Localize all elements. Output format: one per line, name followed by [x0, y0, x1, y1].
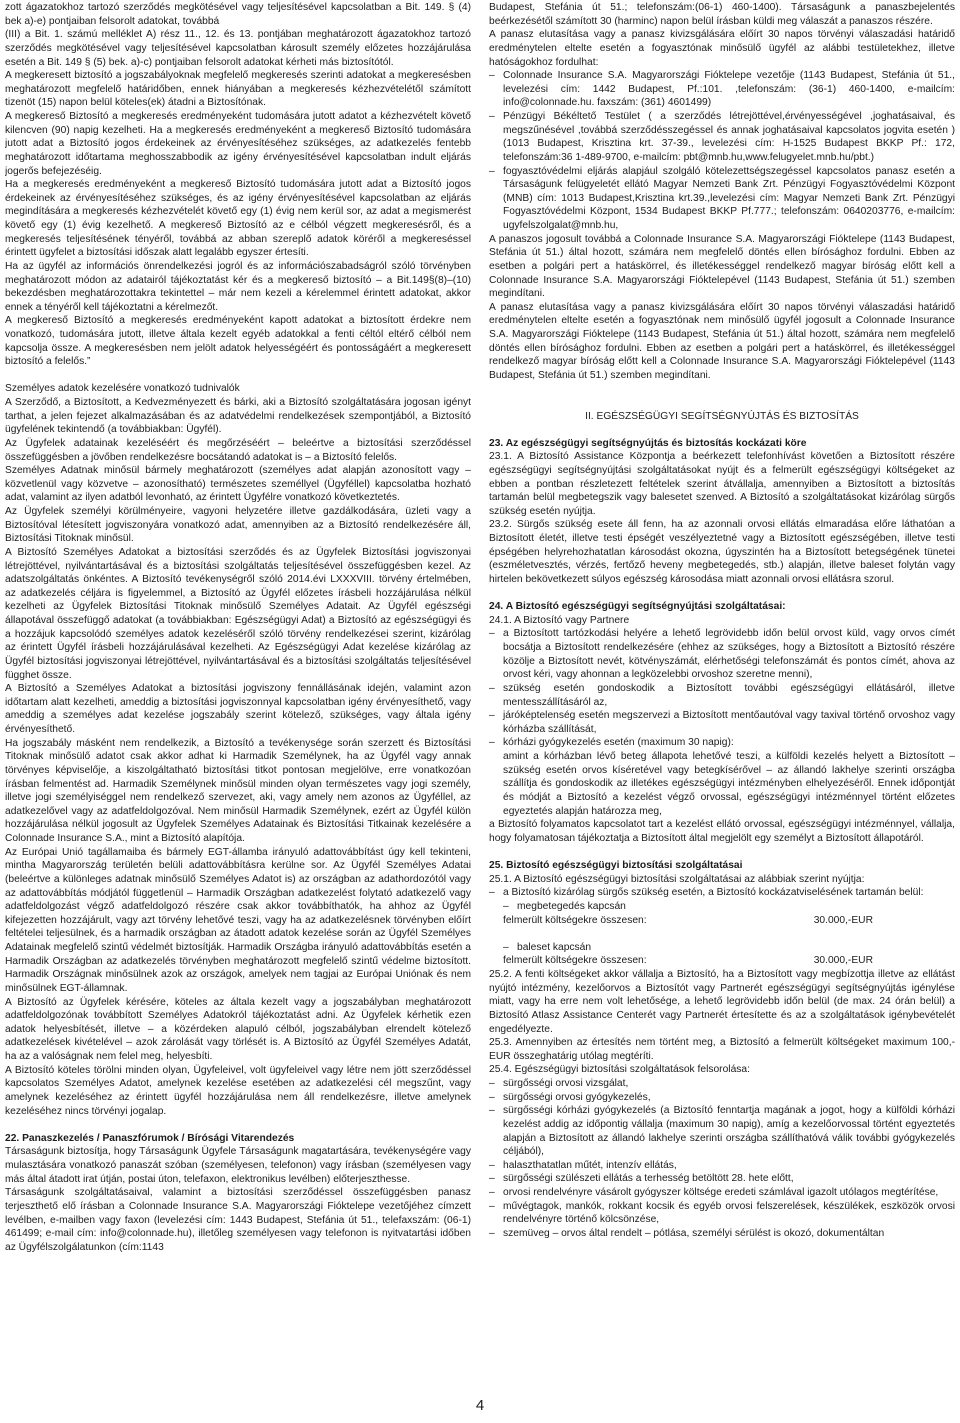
heading-section-23: 23. Az egészségügyi segítségnyújtás és biztosítás kockázati köre — [489, 437, 807, 449]
list-item-scope: – a Biztosító kizárólag sürgős szükség esetén, a Biztosító kockázatviselésének tartamán belül: — [489, 886, 955, 900]
paragraph-personal-data-definition: Személyes Adatnak minősül bármely meghatározott (személyes adat alapján azonosított vagy – közvetlenül vagy közvetve – azonosítható) természetes személlyel (Ügyféllel) kapcsolatba hozható adat, valamint az ilyen adatból levonható, az érintett Ügyfélre vonatkozó következtetés. — [5, 465, 471, 504]
list-item-accident: – baleset kapcsán — [503, 941, 955, 955]
paragraph-complaint-response: Budapest, Stefánia út 51.; telefonszám:(06-1) 460-1400). Társaságunk a panaszbejelentés beérkezésétől számított 30 (harminc) napon belül írásban küldi meg válaszát a panaszos részére. — [489, 2, 955, 27]
list-item: – sürgősségi orvosi gyógykezelés, — [489, 1091, 955, 1105]
spacer — [5, 369, 471, 383]
list-item: – a Biztosított tartózkodási helyére a lehető legrövidebb időn belül orvost küld, vagy orvos címét bocsátja a Biztosított rendelkezésére (ehhez az szükséges, hogy a Biztosított a Biztosító részére közölje a Biztosított nevét, kötvényszámát, elérhetőségi telefonszámát és pontos címét, ahova az orvost kéri, vagy ahonnan a legközelebbi orvoshoz szeretne menni), — [489, 627, 955, 682]
paragraph-25-2: 25.2. A fenti költségeket akkor vállalja a Biztosító, ha a Biztosított vagy megbízottja illetve az ellátást nyújtó intézmény, kezelőorvos a Biztosítót vagy Partnerét egészségügyi segítségnyújtás igénylése miatt, vagy ha erre nem volt lehetősége, a lehető legrövidebb időn belül (de max. 24 órán belül) a Biztosító Atlasz Assistance Centerét vagy Partnerét értesítette és az a szolgáltatások igénybevételét engedélyezte. — [489, 969, 955, 1035]
paragraph-continuous-contact: a Biztosító folyamatos kapcsolatot tart a kezelést ellátó orvossal, egészségügyi intézménnyel, vállalja, hogy folyamatosan tájékoztatja a Biztosított által megjelölt egy személyt a Biztosított állapotáról. — [489, 819, 955, 844]
paragraph-insurance-secret: Az Ügyfelek személyi körülményeire, vagyoni helyzetére illetve gazdálkodására, üzleti vagy a Biztosítóval létesített jogviszonyára vonatkozó adat, amennyiben az a Biztosító rendelkezésére áll, Biztosítási Titoknak minősül. — [5, 506, 471, 545]
paragraph-intro-a: zott ágazatokhoz tartozó szerződés megkötésével vagy teljesítésével kapcsolatban a Bit. 149. § (4) bek a)-e) pontjaiban felsorolt adatokat, továbbá — [5, 2, 471, 27]
list-item-consumer-protection: – fogyasztóvédelmi eljárás alapjául szolgáló kötelezettségszegéssel kapcsolatos panasz esetén a Társaságunk felügyeletét ellátó Magyar Nemzeti Bank Zrt. Pénzügyi Fogyasztóvédelmi Központ (MNB) cím: 1013 Budapest,Krisztina krt.39.,levelezési cím: Magyar Nemzeti Bank Zrt. Pénzügyi Fogyasztóvédelmi Központ, 1534 Budapest BKKP Pf.777.; telefonszám: 0640203776, e-mailcím: ugyfelszolgalat@mnb.hu, — [489, 165, 955, 233]
list-item: – sürgősségi orvosi vizsgálat, — [489, 1077, 955, 1091]
cost-label: felmerült költségekre összesen: — [503, 914, 647, 926]
spacer — [489, 587, 955, 601]
paragraph-complaint-address: Társaságunk szolgáltatásaival, valamint a biztosítási szerződéssel összefüggésben panasz terjeszthető elő írásban a Colonnade Insurance S.A. Magyarországi Fióktelepe vezetőjéhez címzett levélben, e-mailben vagy faxon (levelezési cím: 1443 Budapest, Stefánia út 51., telefaxszám: (06-1) 461499; e-mail cím: info@colonnade.hu), illetőleg személyesen vagy telefonon is nyitvatartási időben az Ügyfélszolgálatunkon (cím:1143 — [5, 1187, 471, 1253]
heading-section-25: 25. Biztosító egészségügyi biztosítási szolgáltatásai — [489, 860, 743, 872]
list-item: – művégtagok, mankók, rokkant kocsik és egyéb orvosi felszerelések, készülékek, eszközök orvosi rendelvényre történő kölcsönzése, — [489, 1200, 955, 1227]
cost-label: felmerült költségekre összesen: — [503, 955, 647, 967]
paragraph-intro-b: (III) a Bit. 1. számú melléklet A) rész 11., 12. és 13. pontjában meghatározott ágazatokhoz tartozó szerződés megkötésével vagy teljesítésével kapcsolatban károsult személy előzetes hozzájárulása esetén a Bit. 149 § (5) bek. a)-c) pontjaiban felsorolt adatokat kérheti más biztosítótól. — [5, 29, 471, 68]
list-item-illness: – megbetegedés kapcsán — [503, 900, 955, 914]
paragraph-data-processing: A Biztosító Személyes Adatokat a biztosítási szerződés és az Ügyfelek Biztosítási jogviszonyai létrejöttével, nyilvántartásával és a biztosítási szolgáltatás teljesítésével összefüggésben kezel. Az adatszolgáltatás önkéntes. A Biztosító tevékenységről szóló 2014.évi LXXXVIII. törvény értelmében, az adatkezelés céljára is figyelemmel, a Biztosító az Ügyfél előzetes írásbeli hozzájárulása nélkül kezelheti az Ügyfelek Biztosítási Titoknak minősülő Személyes Adatait. Az Ügyfél egészségi állapotával összefüggő adatokat (a továbbiakban: Egészségügyi Adat) a Biztosító az egészségügyi és a hozzájuk kapcsolódó személyes adatok kezeléséről szóló törvény rendelkezései szerint, kizárólag az érintett Ügyfél írásbeli hozzájárulásával kezelheti. Az Egészségügyi Adat kezelése kizárólag az Ügyfél biztosítási jogviszonyai létrejöttével, nyilvántartásával és a biztosítási szolgáltatás teljesítésével függhet össze. — [5, 546, 471, 681]
list-item: – sürgősségi szülészeti ellátás a terhesség betöltött 28. hete előtt, — [489, 1172, 955, 1186]
cost-amount: 30.000,-EUR — [813, 914, 873, 926]
paragraph-requested-insurer: A megkeresett biztosító a jogszabályoknak megfelelő megkeresés szerinti adatokat a megkeresésben meghatározott megfelelő határidőben, ennek hiányában a megkeresés kézhezvételétől számított tizenöt (15) napon belül köteles(ek) átadni a Biztosítónak. — [5, 70, 471, 109]
list-item-branch-manager: – Colonnade Insurance S.A. Magyarországi Fióktelepe vezetője (1143 Budapest, Stefánia út 51., levelezési cím: 1442 Budapest, Pf.:101. ,telefonszám: (36-1) 460-1400, e-mailcím: info@colonnade.hu. faxszám: (361) 4601499) — [489, 69, 955, 110]
list-item-arbitration-board: – Pénzügyi Békéltető Testület ( a szerződés létrejöttével,érvényességével ,joghatásaival, és megszűnésével ,továbbá szerződésszegéssel és annak joghatásaival kapcsolatos jogvita esetén ) (1013 Budapest, Krisztina krt. 37-39., levelezési cím: H-1525 Budapest BKKP Pf.: 172, telefonszám:36 1-489-9700, e-mailcím: pbt@mnb.hu,www.felugyelet.mnb.hu/pbt.) — [489, 110, 955, 165]
paragraph-court-consumer: A panaszos jogosult továbbá a Colonnade Insurance S.A. Magyarországi Fióktelepe (1143 Budapest, Stefánia út 51.) által hozott, számára nem megfelelő döntés ellen bírósághoz fordulni. Ebben az esetben a polgári pert a hatáskörrel, és illetékességgel rendelkező magyar bíróság előtt kell a Colonnade Insurance S.A. Magyarországi Fióktelepével (1143 Budapest, Stefánia út 51.) szemben megindítani. — [489, 233, 955, 300]
paragraph-23-1: 23.1. A Biztosító Assistance Központja a beérkezett telefonhívást követően a Biztosított részére egészségügyi segítségnyújtási szolgáltatásokat nyújt és a felmerült egészségügyi költségeket az ebben a pontban részletezett feltételek szerint átvállalja, amennyiben a Biztosított a biztosítás tartamán belül megbetegszik vagy balesetet szenved. A Biztosító a szolgáltatásokat kizárólag sürgős szükség esetén nyújtja. — [489, 451, 955, 517]
section-title: II. EGÉSZSÉGÜGYI SEGÍTSÉGNYÚJTÁS ÉS BIZTOSÍTÁS — [585, 410, 859, 422]
heading-section-24: 24. A Biztosító egészségügyi segítségnyújtási szolgáltatásai: — [489, 601, 786, 613]
list-item: – sürgősségi kórházi gyógykezelés (a Biztosító fenntartja magának a jogot, hogy a külföldi kórházi kezelést addig az időpontig vállalja (maximum 30 napig), amíg a kezelőorvossal történt egyeztetés alapján a Biztosított az állandó lakhelye szerinti országba szállíthatóvá válik további gyógykezelés céljából), — [489, 1104, 955, 1159]
right-column — [489, 1, 955, 1241]
paragraph-requesting-insurer: A megkereső Biztosító a megkeresés eredményeként tudomására jutott adatot a kézhezvételt követő kilencven (90) napig kezelheti. Ha a megkeresés eredményeként a megkereső Biztosító tudomására jutott adat a Biztosító jogos érdekeinek az érvényesítéséhez szükséges, az adatkezelés fentebb meghatározott időtartama meghosszabbodik az igény érvényesítésével kapcsolatban indult eljárás jogerős befejezéséig. — [5, 111, 471, 177]
paragraph-complaint-channels: Társaságunk biztosítja, hogy Társaságunk Ügyfele Társaságunk magatartására, tevékenységére vagy mulasztására vonatkozó panaszát szóban (személyesen, telefonon) vagy írásban (személyesen vagy más által átadott irat útján, postai úton, telefaxon, elektronikus levélben) előterjeszthesse. — [5, 1146, 471, 1185]
list-item: – szemüveg – orvos által rendelt – pótlása, személyi sérülést is okozó, dokumentáltan — [489, 1227, 955, 1241]
paragraph-data-responsibility: Az Ügyfelek adatainak kezeléséért és megőrzéséért – beleértve a biztosítási szerződéssel összefüggésben a jövőben rendelkezésre bocsátandó adatokat is – a Biztosító felelős. — [5, 437, 471, 463]
paragraph-25-4: 25.4. Egészségügyi biztosítási szolgáltatások felsorolása: — [489, 1064, 750, 1076]
list-item: – halaszthatatlan műtét, intenzív ellátás, — [489, 1159, 955, 1173]
heading-complaints: 22. Panaszkezelés / Panaszfórumok / Bírósági Vitarendezés — [5, 1132, 295, 1144]
paragraph-retention: A Biztosító a Személyes Adatokat a biztosítási jogviszony fennállásának idején, valamint azon időtartam alatt kezelheti, ameddig a biztosítási jogviszonnyal kapcsolatban igény érvényesíthető, vagy ameddig a személyes adat kezelése jogszabály szerint kötelező, szükséges, vagy általa igény érvényesíthető. — [5, 683, 471, 736]
paragraph-claim-enforcement: Ha a megkeresés eredményeként a megkereső Biztosító tudomására jutott adat a Biztosító jogos érdekeinek az érvényesítéséhez szükséges, és az igény érvényesítésével kapcsolatban az eljárás megindítására a megkeresés kézhezvételét követő egy (1) évig nem kerül sor, az adat a megismerést követő egy (1) évig kezelhető. A megkereső Biztosító az e célból végzett megkeresésről, és a megkeresés teljesítésének tényéről, továbbá az abban szereplő adatok köréről a megkereséssel érintett ügyfelet a biztosítási időszak alatt legalább egyszer értesíti. — [5, 179, 471, 259]
list-item: – szükség esetén gondoskodik a Biztosított további egészségügyi ellátásáról, illetve mentesszállításáról az, — [489, 682, 955, 709]
paragraph-third-party: Ha jogszabály másként nem rendelkezik, a Biztosító a tevékenysége során szerzett és Biztosítási Titoknak minősülő adatot csak akkor adhat ki Harmadik Személynek, ha az Ügyfél vagy annak törvényes képviselője, a kiszolgáltatható biztosítási titkot pontosan megjelölve, erre vonatkozóan írásban felmentést ad. Harmadik Személynek minősül minden olyan természetes vagy jogi személy, illetve jogi személyiséggel nem rendelkező szervezet, aki, vagy amely nem azonos az Ügyféllel, az adatkezelővel vagy az adatfeldolgozóval. Nem minősül Harmadik Személynek, ezért az Ügyfél külön hozzájárulása nélkül jogosult az Ügyfelek Személyes Adatainak és Biztosítási Titkainak kezelésére a Colonnade Insurance S.A., mint a Biztosító alapítója. — [5, 737, 471, 845]
paragraph-data-linking: A megkereső Biztosító a megkeresés eredményeként kapott adatokat a biztosított érdekre nem vonatkozó, tudomására jutott, illetve általa kezelt egyéb adatokkal a fenti céltól eltérő célból nem kapcsolja össze. A megkeresésben nem jelölt adatok helyességéért és pontosságáért a megkeresett biztosító a felelős.” — [5, 315, 471, 368]
page-number: 4 — [475, 1397, 485, 1414]
spacer — [489, 423, 955, 437]
spacer — [489, 927, 955, 941]
paragraph-hospital-transfer: amint a kórházban lévő beteg állapota lehetővé teszi, a külföldi kezelés helyett a Biztosított – szükség esetén orvos kíséretével vagy betegkísérővel – az állandó lakhelye szerinti országba szállítja és gondoskodik az illetékes egészségügyi intézményben elhelyezéséről. Ennek időpontját és módját a Biztosító a kezelést végző orvossal, egészségügyi intézménnyel történt előzetes egyeztetés alapján határozza meg, — [503, 751, 955, 817]
paragraph-client-rights: A Biztosító az Ügyfelek kérésére, köteles az általa kezelt vagy a jogszabályban meghatározott adatfeldolgozónak továbbított Személyes Adatokról tájékoztatást adni. Az Ügyfelek kérhetik ezen adatok helyesbítését, illetve – a közérdeken alapuló célból, jogszabályban elrendelt kötelező adatkezelések kivételével – azok zárolását vagy törlését is. A Biztosító az Ügyfél Személyes Adatát, ha az a valóságnak nem felel meg, helyesbíti. — [5, 996, 471, 1063]
paragraph-24-1: 24.1. A Biztosító vagy Partnere — [489, 614, 630, 626]
spacer — [489, 383, 955, 410]
cost-amount: 30.000,-EUR — [813, 955, 873, 967]
paragraph-23-2: 23.2. Sürgős szükség esete áll fenn, ha az azonnali orvosi ellátás elmaradása előre láthatóan a Biztosított életét, illetve testi épségét veszélyeztetné vagy a Biztosított egészségében, illetve testi épségében helyrehozhatatlan károsodást okozna, úgyszintén ha a Biztosított betegségének tünetei (eszméletvesztés, vérzés, fertőző heveny megbetegedés, stb.) alapján, illetve baleset folytán vagy hirtelen bekövetkezett súlyos egészség károsodása miatt azonnali orvosi ellátásra szorul. — [489, 519, 955, 585]
list-item: – orvosi rendelvényre vásárolt gyógyszer költsége eredeti számlával igazolt utólagos megtérítése, — [489, 1186, 955, 1200]
paragraph-court-non-consumer: A panasz elutasítása vagy a panasz kivizsgálására előírt 30 napos törvényi válaszadási határidő eredménytelen eltelte esetén a fogyasztónak nem minősülő ügyfél jogosult a Colonnade Insurance S.A. Magyarországi Fióktelepe (1143 Budapest, Stefánia út 51.) által hozott, számára nem megfelelő döntés ellen bírósághoz fordulni. Ebben az esetben a polgári pert a hatáskörrel, és illetékességgel rendelkező magyar bíróság előtt kell a Colonnade Insurance S.A. Magyarországi Fióktelepével (1143 Budapest, Stefánia út 51.) szemben megindítani. — [489, 301, 955, 381]
spacer — [5, 1118, 471, 1132]
paragraph-25-3: 25.3. Amennyiben az értesítés nem történt meg, a Biztosító a felmerült költségeket maximum 100,-EUR összeghatárig utólag megtéríti. — [489, 1037, 955, 1062]
heading-personal-data: Személyes adatok kezelésére vonatkozó tudnivalók — [5, 383, 240, 395]
paragraph-deletion: A Biztosító köteles törölni minden olyan, Ügyfeleivel, volt ügyfeleivel vagy létre nem jött szerződéssel kapcsolatos Személyes Adatot, amelynek kezelése esetében az adatkezelési cél megszűnt, vagy amelynek kezeléséhez az érintett ügyfél hozzájárulása nem áll rendelkezésre, illetve amelynek kezeléséhez nincs törvényi jogalap. — [5, 1064, 471, 1117]
paragraph-25-1: 25.1. A Biztosító egészségügyi biztosítási szolgáltatásai az alábbiak szerint nyújtja: — [489, 873, 865, 885]
left-column — [5, 1, 471, 1254]
paragraph-eu-transfer: Az Európai Unió tagállamaiba és bármely EGT-államba irányuló adattovábbítást úgy kell tekinteni, mintha Magyarország területén belüli adattovábbításra kerülne sor. Az Ügyfél Személyes Adatai (beleértve a különleges adatnak minősülő Személyes Adatot is) az országban az adathordozótól vagy az adattovábbítás módjától függetlenül – Harmadik Országban adatkezelést folytató adatkezelő vagy adatfeldolgozást végző adatfeldolgozó részére csak akkor továbbíthatók, ha ahhoz az Ügyfél kifejezetten hozzájárult, vagy azt törvény lehetővé teszi, vagy ha az adatkezelésnek törvényben előírt feltételei teljesülnek, és a harmadik országban az átadott adatok kezelése során az Ügyfél Személyes Adatainak megfelelő szintű védelmét biztosítják. Harmadik Országba irányuló adattovábbítás esetén a Harmadik Országban az adatkezelés törvényben meghatározott megfelelő szintű védelme biztosított. Harmadik Országnak minősülnek azok az országok, amelyek nem tagjai az Európai Uniónak és nem minősülnek EGT-államnak. — [5, 846, 471, 994]
illness-cost-row — [489, 914, 955, 928]
spacer — [489, 845, 955, 859]
list-item: – kórházi gyógykezelés esetén (maximum 30 napig): — [489, 736, 955, 750]
paragraph-complaint-bodies-intro: A panasz elutasítása vagy a panasz kivizsgálására előírt 30 napos törvényi válaszadási határidő eredménytelen eltelte esetén a fogyasztónak minősülő ügyfél az alábbi testületekhez, illetve hatóságokhoz fordulhat: — [489, 29, 955, 68]
paragraph-client-definition: A Szerződő, a Biztosított, a Kedvezményezett és bárki, aki a Biztosító szolgáltatására jogosan igényt tarthat, a jelen fejezet alkalmazásában és az adatvédelmi rendelkezések szempontjából, a Biztosító ügyfelének tekintendő (a továbbiakban: Ügyfél). — [5, 397, 471, 436]
paragraph-client-information: Ha az ügyfél az információs önrendelkezési jogról és az információszabadságról szóló törvényben meghatározott módon az adatairól tájékoztatást kér és a megkereső biztosító – a Bit.149§(8)–(10) bekezdésben meghatározottakra tekintettel – már nem kezeli a kérelemmel érintett adatokat, akkor ennek a tényéről kell tájékoztatni a kérelmezőt. — [5, 260, 471, 313]
accident-cost-row — [489, 954, 955, 968]
list-item: – járóképtelenség esetén megszervezi a Biztosított mentőautóval vagy taxival történő orvoshoz vagy kórházba szállítását, — [489, 709, 955, 736]
